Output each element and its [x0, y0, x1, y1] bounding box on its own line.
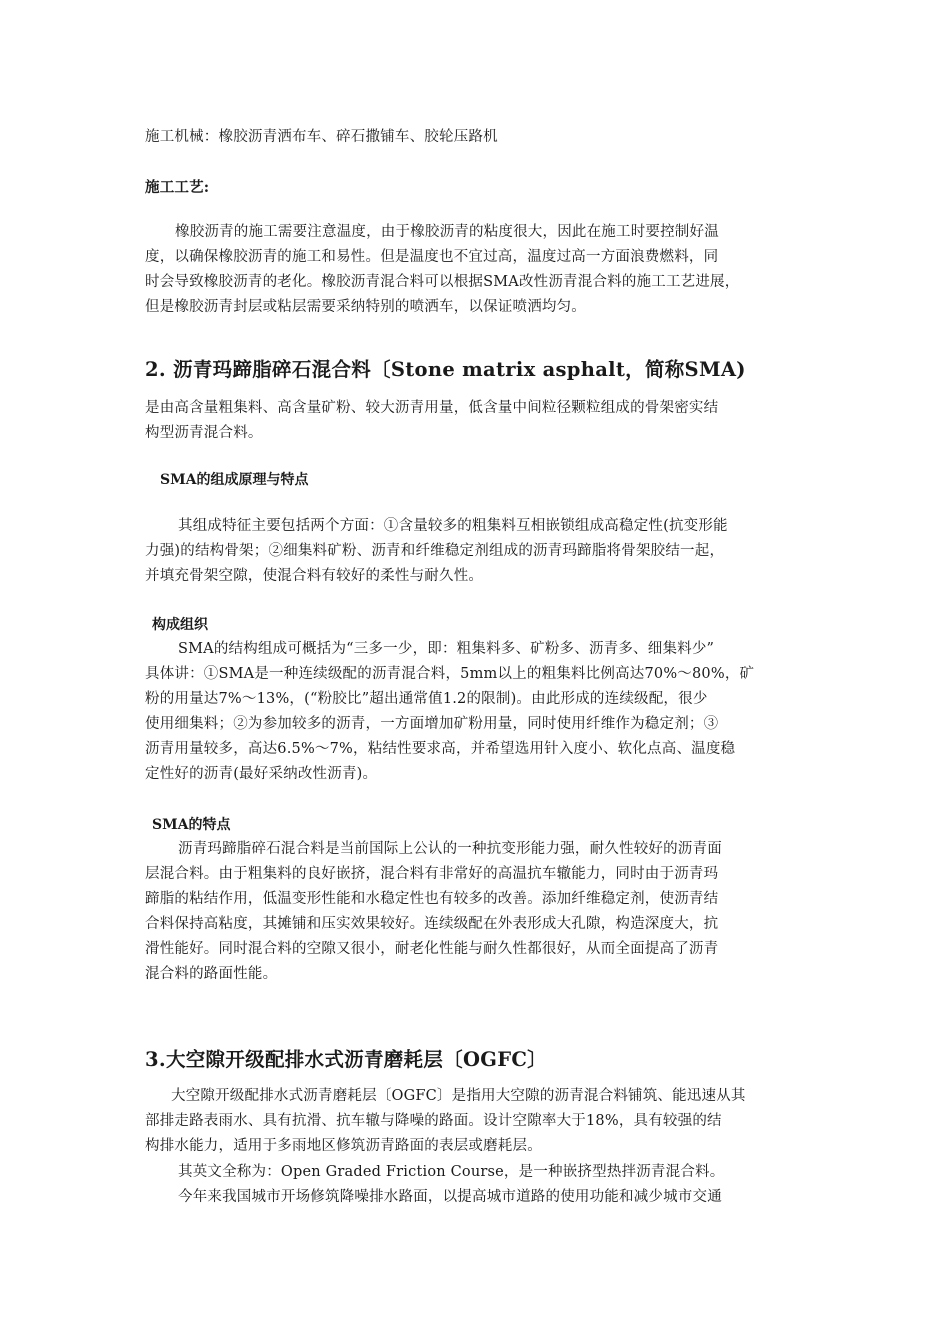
- composition-line: SMA的结构组成可概括为“三多一少，即：粗集料多、矿粉多、沥青多、细集料少”: [178, 641, 715, 657]
- features-line: 蹄脂的粘结作用，低温变形性能和水稳定性也有较多的改善。添加纤维稳定剂，使沥青结: [145, 891, 719, 907]
- composition-line: 粉的用量达7%～13%，(“粉胶比”超出通常值1.2的限制)。由此形成的连续级配，很少: [145, 691, 708, 707]
- ogfc-intro-line: 大空隙开级配排水式沥青磨耗层〔OGFC〕是指用大空隙的沥青混合料铺筑、能迅速从其: [171, 1088, 746, 1104]
- sma-intro-line: 是由高含量粗集料、高含量矿粉、较大沥青用量，低含量中间粒径颗粒组成的骨架密实结: [145, 400, 719, 416]
- process-line: 但是橡胶沥青封层或粘层需要采纳特别的喷洒车，以保证喷洒均匀。: [145, 299, 586, 315]
- composition-line: 定性好的沥青(最好采纳改性沥青)。: [145, 766, 378, 782]
- features-line: 合料保持高粘度，其摊铺和压实效果较好。连续级配在外表形成大孔隙，构造深度大，抗: [145, 916, 719, 932]
- composition-line: 具体讲：①SMA是一种连续级配的沥青混合料，5mm以上的粗集料比例高达70%～80%，矿: [145, 666, 755, 682]
- ogfc-intro-line: 部排走路表雨水、具有抗滑、抗车辙与降噪的路面。设计空隙率大于18%，具有较强的结: [145, 1113, 722, 1129]
- features-line: 混合料的路面性能。: [145, 966, 278, 982]
- features-line: 沥青玛蹄脂碎石混合料是当前国际上公认的一种抗变形能力强，耐久性较好的沥青面: [178, 841, 722, 857]
- machinery-line: 施工机械：橡胶沥青洒布车、碎石撒铺车、胶轮压路机: [145, 129, 498, 145]
- features-line: 层混合料。由于粗集料的良好嵌挤，混合料有非常好的高温抗车辙能力，同时由于沥青玛: [145, 866, 719, 882]
- section-3-heading: 3.大空隙开级配排水式沥青磨耗层〔OGFC〕: [145, 1048, 547, 1071]
- principle-line: 力强)的结构骨架；②细集料矿粉、沥青和纤维稳定剂组成的沥青玛蹄脂将骨架胶结一起，: [145, 543, 725, 559]
- section-2-heading: 2. 沥青玛蹄脂碎石混合料〔Stone matrix asphalt，简称SMA): [145, 358, 746, 381]
- principle-title: SMA的组成原理与特点: [160, 472, 309, 488]
- process-line: 度，以确保橡胶沥青的施工和易性。但是温度也不宜过高，温度过高一方面浪费燃料，同: [145, 249, 719, 265]
- composition-title: 构成组织: [152, 617, 208, 633]
- features-line: 滑性能好。同时混合料的空隙又很小，耐老化性能与耐久性都很好，从而全面提高了沥青: [145, 941, 719, 957]
- principle-line: 并填充骨架空隙，使混合料有较好的柔性与耐久性。: [145, 568, 484, 584]
- composition-line: 使用细集料；②为参加较多的沥青，一方面增加矿粉用量，同时使用纤维作为稳定剂；③: [145, 716, 719, 732]
- ogfc-intro-line: 构排水能力，适用于多雨地区修筑沥青路面的表层或磨耗层。: [145, 1138, 542, 1154]
- principle-line: 其组成特征主要包括两个方面：①含量较多的粗集料互相嵌锁组成高稳定性(抗变形能: [178, 518, 728, 534]
- sma-intro-line: 构型沥青混合料。: [145, 425, 263, 441]
- ogfc-english-name: 其英文全称为：Open Graded Friction Course，是一种嵌挤型热拌沥青混合料。: [178, 1164, 725, 1180]
- ogfc-last-line: 今年来我国城市开场修筑降噪排水路面，以提高城市道路的使用功能和减少城市交通: [178, 1189, 722, 1205]
- process-title: 施工工艺:: [145, 179, 210, 196]
- process-line: 橡胶沥青的施工需要注意温度，由于橡胶沥青的粘度很大，因此在施工时要控制好温: [175, 224, 719, 240]
- composition-line: 沥青用量较多，高达6.5%～7%，粘结性要求高，并希望选用针入度小、软化点高、温度稳: [145, 741, 736, 757]
- process-line: 时会导致橡胶沥青的老化。橡胶沥青混合料可以根据SMA改性沥青混合料的施工工艺进展，: [145, 274, 740, 290]
- features-title: SMA的特点: [152, 817, 231, 833]
